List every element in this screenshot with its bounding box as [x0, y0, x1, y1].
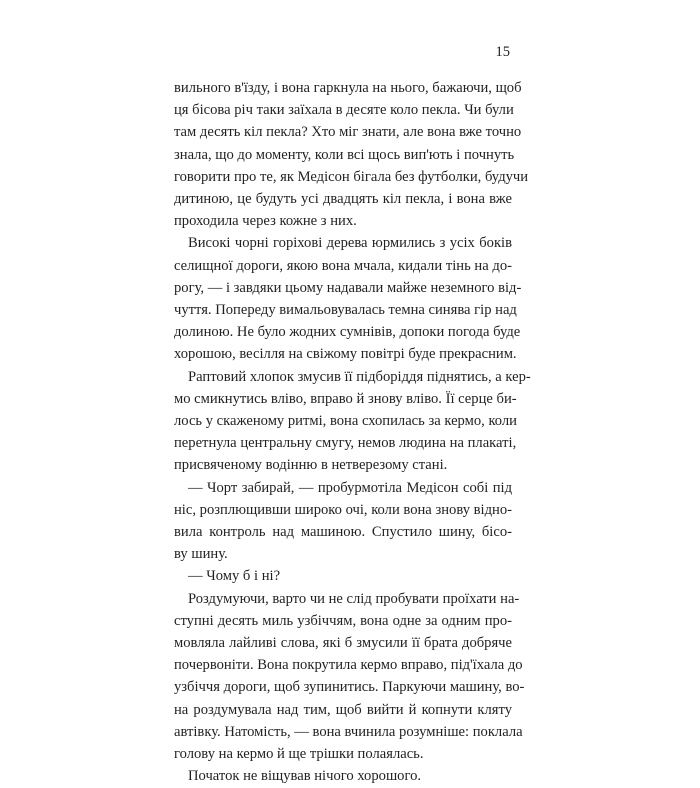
text-line: голову на кермо й ще трішки полаялась. — [174, 746, 424, 763]
text-line: вила контроль над машиною. Спустило шину, бісо- — [174, 524, 512, 541]
paragraph — [174, 765, 512, 787]
body-text — [174, 77, 531, 788]
text-line: говорити про те, як Медісон бігала без футболки, будучи — [174, 168, 529, 185]
text-line: Високі чорні горіхові дерева юрмились з усіх боків — [188, 235, 512, 252]
paragraph — [174, 588, 525, 766]
paragraph — [174, 366, 531, 477]
text-line: чуття. Попереду вимальовувалась темна синява гір над — [174, 302, 517, 319]
text-line: долиною. Не було жодних сумнівів, допоки погода буде — [174, 324, 521, 341]
text-line: лось у скаженому ритмі, вона схопилась за кермо, коли — [174, 413, 517, 430]
paragraph — [174, 565, 512, 587]
text-line: — Чому б і ні? — [188, 568, 281, 585]
page-number: 15 — [495, 44, 510, 60]
text-line: рогу, — і завдяки цьому надавали майже неземного від- — [174, 279, 522, 296]
text-line: проходила через кожне з них. — [174, 213, 357, 230]
text-line: там десять кіл пекла? Хто міг знати, але вона вже точно — [174, 124, 522, 141]
text-line: автівку. Натомість, — вона вчинила розумніше: поклала — [174, 723, 523, 740]
text-line: ступні десять миль узбіччям, вона одне за одним про- — [174, 612, 512, 629]
text-line: селищної дороги, якою вона мчала, кидали тінь на до- — [174, 257, 512, 274]
text-line: присвяченому водінню в нетверезому стані. — [174, 457, 448, 474]
text-line: почервоніти. Вона покрутила кермо вправо, під'їхала до — [174, 657, 523, 674]
text-line: хорошою, весілля на свіжому повітрі буде прекрасним. — [174, 346, 517, 363]
text-line: мо смикнутись вліво, вправо й знову вліво. Її серце би- — [174, 390, 517, 407]
text-line: дитиною, це будуть усі двадцять кіл пекла, і вона вже — [174, 191, 512, 208]
paragraph — [174, 77, 529, 232]
text-line: Початок не віщував нічого хорошого. — [188, 768, 422, 785]
text-line: перетнула центральну смугу, немов людина на плакаті, — [174, 435, 517, 452]
paragraph — [174, 477, 512, 566]
text-line: ця бісова річ таки заїхала в десяте коло пекла. Чи були — [174, 102, 514, 119]
paragraph — [174, 232, 522, 365]
text-line: мовляла лайливі слова, які б змусили її брата добряче — [174, 635, 512, 652]
text-line: — Чорт забирай, — пробурмотіла Медісон собі під — [188, 479, 512, 496]
text-line: узбіччя дороги, щоб зупинитись. Паркуючи машину, во- — [174, 679, 525, 696]
text-line: ву шину. — [174, 546, 228, 563]
text-line: Раптовий хлопок змусив її підборіддя піднятись, а кер- — [188, 368, 531, 385]
text-line: ніс, розплющивши широко очі, коли вона знову відно- — [174, 501, 512, 518]
text-line: Роздумуючи, варто чи не слід пробувати проїхати на- — [188, 590, 520, 607]
text-line: вильного в'їзду, і вона гаркнула на нього, бажаючи, щоб — [174, 80, 522, 96]
text-line: на роздумувала над тим, щоб вийти й копнути кляту — [174, 701, 512, 718]
text-line: знала, що до моменту, коли всі щось вип'ють і почнуть — [174, 146, 515, 163]
